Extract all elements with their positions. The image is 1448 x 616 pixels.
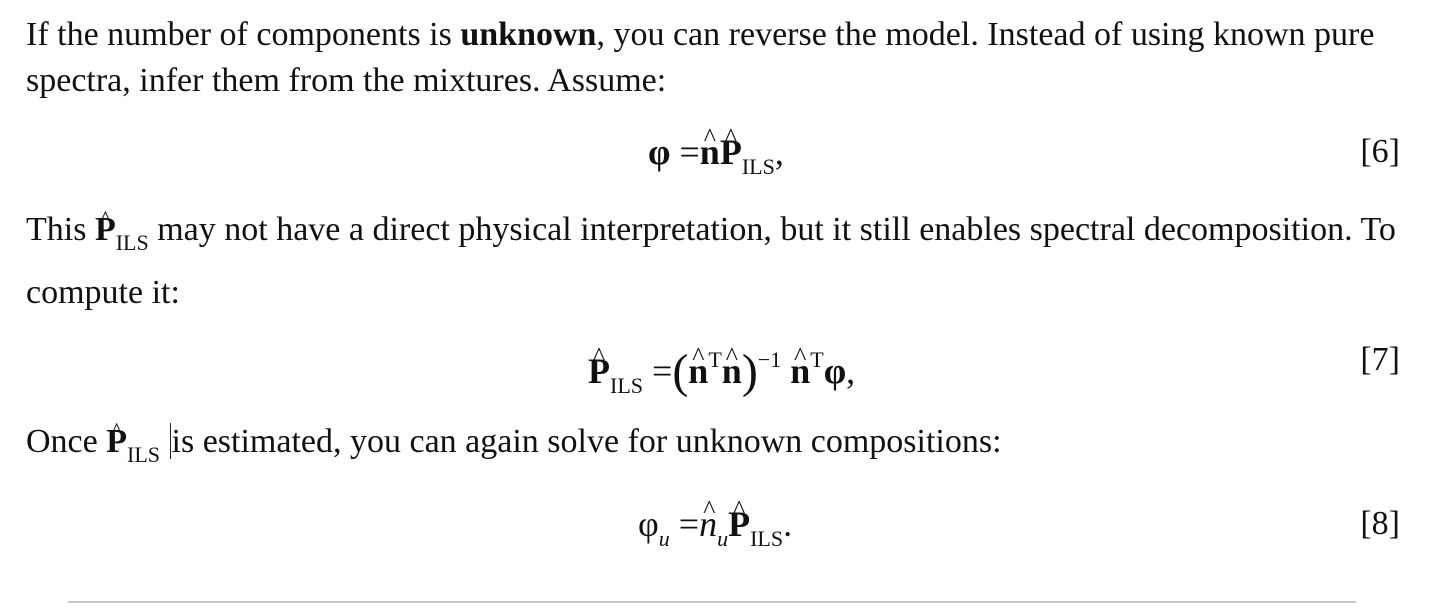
equation-7-number: [7] xyxy=(1360,341,1400,378)
eq7-transpose-1: T xyxy=(708,347,722,372)
eq8-P-subscript: ILS xyxy=(750,526,784,551)
para2-inline-math xyxy=(94,211,149,255)
eq7-phi: φ xyxy=(823,351,847,391)
equation-8 xyxy=(638,494,792,569)
equation-6-number: [6] xyxy=(1360,133,1400,170)
para2-text-end: may not have a direct physical interpretation, but it still enables spectral decomposition. To compute it: xyxy=(26,211,1396,311)
intro-text-end: , you can reverse the model. Instead of using known pure spectra, infer them from the mixtures. Assume: xyxy=(26,16,1375,99)
equation-8-row xyxy=(0,494,1448,554)
eq8-n-subscript: u xyxy=(717,526,729,551)
eq7-open-paren: ( xyxy=(672,345,689,398)
paragraph-intro xyxy=(26,12,1406,104)
intro-text-start: If the number of components is xyxy=(26,16,461,53)
para3-text-end: is estimated, you can again solve for unknown compositions: xyxy=(171,423,1002,460)
equation-6 xyxy=(648,122,784,197)
eq7-equals: = xyxy=(652,351,673,391)
text-cursor xyxy=(170,423,171,459)
paragraph-once xyxy=(26,419,1406,478)
equation-6-row xyxy=(0,122,1448,182)
eq7-n-hat-2: ^ n xyxy=(722,341,742,401)
para2-P-hat: ^ P xyxy=(95,205,116,255)
eq8-punct: . xyxy=(783,504,793,544)
emphasis-unknown: unknown xyxy=(460,16,597,53)
eq6-P-hat: ^ P xyxy=(720,122,742,182)
eq7-P-hat: ^ P xyxy=(588,341,610,401)
eq7-transpose-2: T xyxy=(810,347,824,372)
equation-8-number: [8] xyxy=(1360,505,1400,542)
equation-7 xyxy=(588,330,855,416)
eq6-n-hat: ^ n xyxy=(700,122,720,182)
para2-text-start: This xyxy=(26,211,87,248)
eq8-phi-subscript: u xyxy=(658,526,670,551)
eq7-close-paren: ) xyxy=(741,345,758,398)
paragraph-estimate xyxy=(26,205,1406,318)
para3-P-hat: ^ P xyxy=(106,419,127,465)
para3-text-start: Once xyxy=(26,423,98,460)
eq8-phi: φ xyxy=(638,504,659,544)
para3-subscript: ILS xyxy=(127,442,161,467)
eq6-subscript: ILS xyxy=(741,154,775,179)
eq6-equals: = xyxy=(679,132,700,172)
eq8-equals: = xyxy=(678,504,700,544)
para2-subscript: ILS xyxy=(115,230,149,255)
eq7-inverse: −1 xyxy=(757,347,782,372)
bottom-divider xyxy=(68,601,1356,603)
eq7-n-hat-3: ^ n xyxy=(790,341,810,401)
eq7-subscript: ILS xyxy=(610,373,643,398)
eq7-n-hat-1: ^ n xyxy=(688,341,708,401)
eq8-n-hat: ^ n xyxy=(699,494,717,554)
equation-7-row xyxy=(0,330,1448,398)
para3-inline-math xyxy=(106,423,161,467)
eq6-punct: , xyxy=(774,132,784,172)
eq7-punct: , xyxy=(846,351,856,391)
eq8-P-hat: ^ P xyxy=(728,494,750,554)
eq6-phi: φ xyxy=(648,132,671,172)
